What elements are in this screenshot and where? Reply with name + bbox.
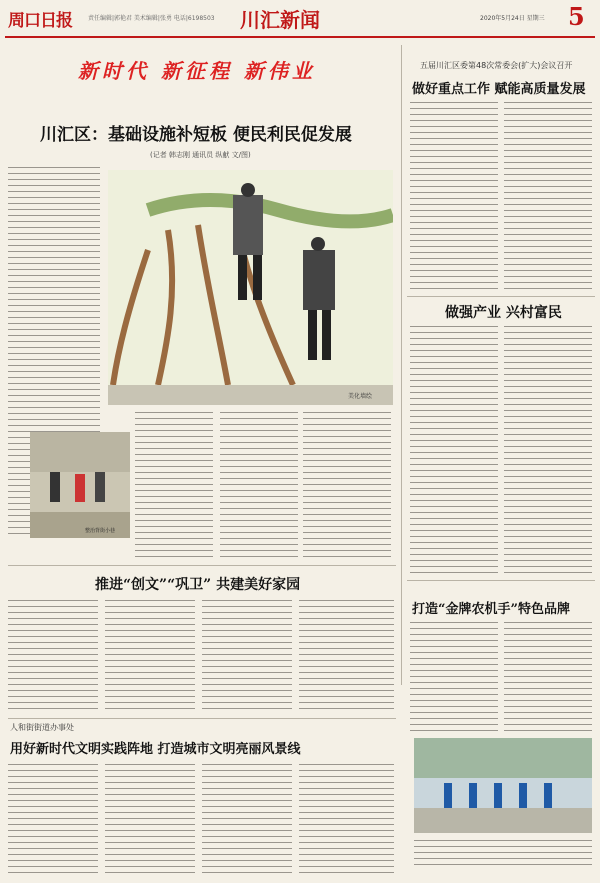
article5-body-3 <box>202 762 292 877</box>
lead-body-col2 <box>135 410 213 560</box>
editor-info: 责任编辑|郭艳君 美术编辑|张勇 电话|6198503 <box>88 15 215 22</box>
small-photo-caption: 整治背街小巷 <box>85 528 116 534</box>
article5-body-2 <box>105 762 195 877</box>
article4-body-3 <box>202 598 292 710</box>
lead-headline: 川汇区：基础设施补短板 便民利民促发展 <box>40 125 352 145</box>
right-kicker: 五届川汇区委第48次常委会(扩大)会议召开 <box>420 61 573 70</box>
lead-photo <box>108 170 393 405</box>
banner: 新时代 新征程 新伟业 <box>78 59 316 83</box>
article4-body-4 <box>299 598 394 710</box>
article5-body-4 <box>299 762 394 877</box>
mural-photo-svg <box>108 170 393 405</box>
right-divider-2 <box>407 580 595 581</box>
right-body-1 <box>410 100 498 290</box>
newspaper-logo: 周口日报 <box>8 11 72 31</box>
article2-body-1 <box>410 324 498 574</box>
lead-body-col3 <box>220 410 298 560</box>
article3-body-1 <box>410 620 498 735</box>
article4-body-1 <box>8 598 98 710</box>
right-body-2 <box>504 100 592 290</box>
section-name: 川汇新闻 <box>240 8 320 32</box>
article5-headline: 用好新时代文明实践阵地 打造城市文明亮丽风景线 <box>10 742 301 757</box>
masthead <box>0 0 600 38</box>
lead-small-photo <box>30 432 130 538</box>
article2-headline: 做强产业 兴村富民 <box>445 305 562 321</box>
article3-headline: 打造“金牌农机手”特色品牌 <box>412 602 570 617</box>
article3-photo <box>414 738 592 833</box>
lead-byline: (记者 韩志刚 通讯员 纵献 文/图) <box>150 151 251 159</box>
masthead-rule <box>5 36 595 38</box>
right-headline: 做好重点工作 赋能高质量发展 <box>412 82 586 97</box>
article4-rule <box>8 565 396 566</box>
article5-body-1 <box>8 762 98 877</box>
article5-kicker: 人和街街道办事处 <box>10 723 74 732</box>
article3-body-2 <box>504 620 592 735</box>
article2-body-2 <box>504 324 592 574</box>
photo-caption: 美化墙绘 <box>348 393 373 400</box>
column-divider <box>401 45 402 685</box>
article4-body-2 <box>105 598 195 710</box>
article5-rule <box>8 718 396 719</box>
right-divider-1 <box>407 296 595 297</box>
article3-photo-caption <box>414 838 592 868</box>
page-number: 5 <box>568 2 585 31</box>
lead-body-col4 <box>303 410 391 560</box>
issue-date: 2020年5月24日 星期三 <box>480 15 545 22</box>
article4-headline: 推进“创文”“巩卫” 共建美好家园 <box>95 577 301 593</box>
